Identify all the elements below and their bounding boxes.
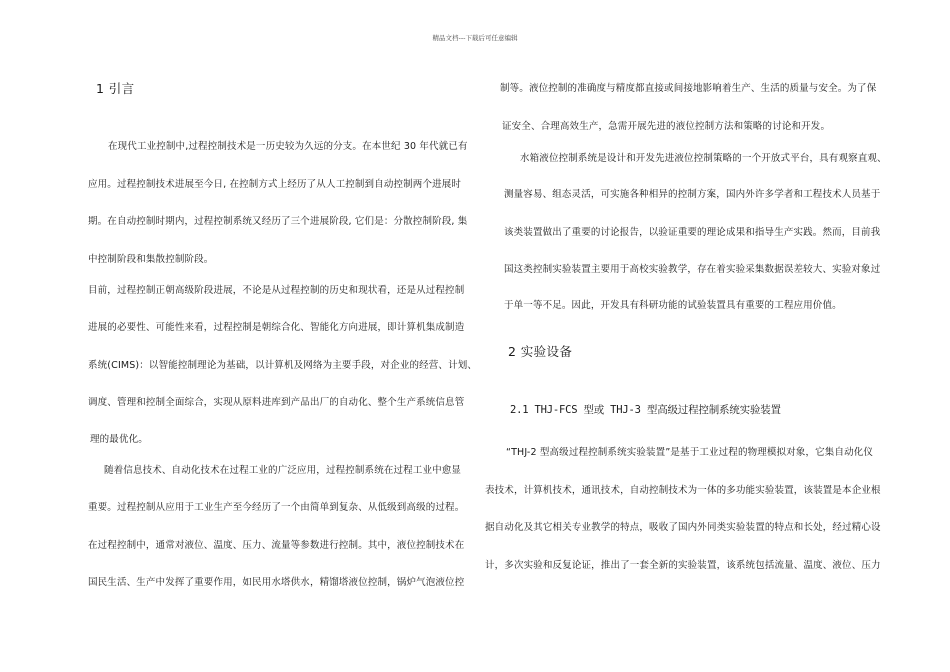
paragraph-line: 据自动化及其它相关专业教学的特点，吸收了国内外同类实验装置的特点和长处，经过精心设 — [485, 522, 881, 533]
paragraph-line: 制等。液位控制的准确度与精度都直接或间接地影响着生产、生活的质量与安全。为了保 — [500, 83, 877, 94]
paragraph-line: 期。在自动控制时期内，过程控制系统又经历了三个进展阶段, 它们是：分散控制阶段, 集 — [88, 216, 468, 227]
paragraph-line: 于单一等不足。因此，开发具有科研功能的试验装置具有重要的工程应用价值。 — [504, 300, 842, 311]
paragraph-line: 理的最优化。 — [90, 434, 148, 445]
paragraph-line: 进展的必要性、可能性来看，过程控制是朝综合化、智能化方向进展，即计算机集成制造 — [88, 322, 465, 333]
paragraph-line: 证安全、合理高效生产，急需开展先进的液位控制方法和策略的讨论和开发。 — [502, 121, 831, 132]
paragraph-line: 测量容易、组态灵活，可实施各种相异的控制方案，国内外许多学者和工程技术人员基于 — [504, 189, 881, 200]
paragraph-line: 在现代工业控制中,过程控制技术是一历史较为久远的分支。在本世纪 30 年代就已有 — [108, 141, 468, 152]
paragraph-line: 计，多次实验和反复论证，推出了一套全新的实验装置，该系统包括流量、温度、液位、压力 — [485, 560, 881, 571]
paragraph-line: 国这类控制实验装置主要用于高校实验教学，存在着实验采集数据误差较大、实验对象过 — [504, 264, 881, 275]
paragraph-line: 表技术，计算机技术，通讯技术，自动控制技术为一体的多功能实验装置，该装置是本企业根 — [485, 485, 881, 496]
paragraph-line: 该类装置做出了重要的讨论报告，以验证重要的理论成果和指导生产实践。然而，目前我 — [504, 227, 881, 238]
header-note: 精品文档---下载后可任意编辑 — [432, 34, 518, 42]
subsection-heading: 2.1 THJ-FCS 型或 THJ-3 型高级过程控制系统实验装置 — [510, 404, 781, 416]
paragraph-line: 重要。过程控制从应用于工业生产至今经历了一个由简单到复杂、从低级到高级的过程。 — [88, 502, 465, 513]
paragraph-line: “THJ-2 型高级过程控制系统实验装置”是基于工业过程的物理模拟对象，它集自动化仪 — [506, 447, 874, 458]
paragraph-line: 系统(CIMS)：以智能控制理论为基础，以计算机及网络为主要手段，对企业的经营、计划、 — [88, 360, 478, 371]
paragraph-line: 水箱液位控制系统是设计和开发先进液位控制策略的一个开放式平台，具有观察直观、 — [520, 153, 887, 164]
section-heading-introduction: 1 引言 — [96, 81, 135, 96]
paragraph-line: 国民生活、生产中发挥了重要作用，如民用水塔供水，精馏塔液位控制，锅炉气泡液位控 — [88, 577, 465, 588]
paragraph-line: 在过程控制中，通常对液位、温度、压力、流量等参数进行控制。其中，液位控制技术在 — [88, 540, 465, 551]
section-heading-equipment: 2 实验设备 — [508, 344, 573, 359]
paragraph-line: 随着信息技术、自动化技术在过程工业的广泛应用，过程控制系统在过程工业中愈显 — [104, 465, 462, 476]
paragraph-line: 目前，过程控制正朝高级阶段进展，不论是从过程控制的历史和现状看，还是从过程控制 — [88, 285, 465, 296]
paragraph-line: 调度、管理和控制全面综合，实现从原料进库到产品出厂的自动化、整个生产系统信息管 — [88, 397, 465, 408]
paragraph-line: 应用。过程控制技术进展至今日, 在控制方式上经历了从人工控制到自动控制两个进展时 — [88, 179, 462, 190]
paragraph-line: 中控制阶段和集散控制阶段。 — [88, 254, 214, 265]
